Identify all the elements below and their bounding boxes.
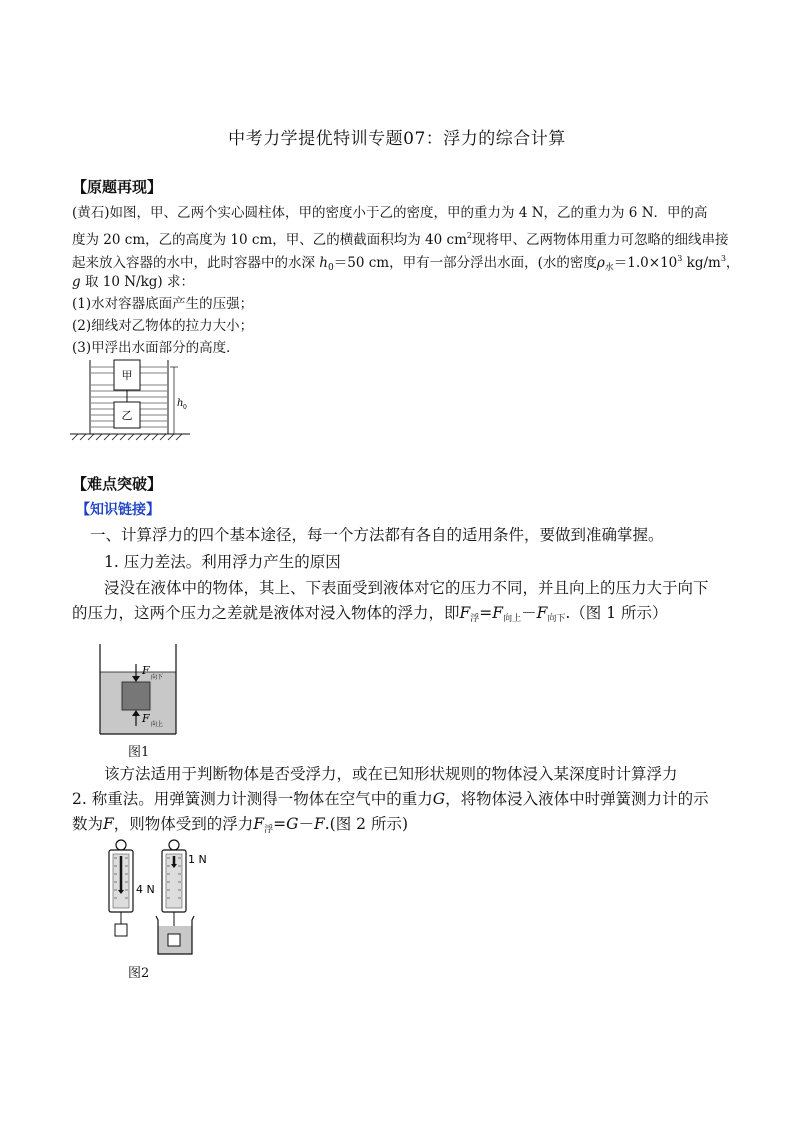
variable-h: h [319,255,328,271]
question-1: (1)水对容器底面产生的压强； [72,296,254,312]
subscript: 浮 [470,614,480,624]
reading-left: 4 N [136,883,155,896]
variable-G: G [286,815,299,833]
figure-1-caption: 图1 [128,745,150,760]
subscript: 向上 [503,614,522,624]
superscript: 3 [720,254,726,263]
variable-F: F [313,815,325,833]
label-h: h [177,398,184,409]
section-heading-original-problem: 【原题再现】 [72,178,163,196]
label-f-down: F [142,664,150,677]
subscript: 向下 [547,614,566,624]
body-text: ，则物体受到的浮力 [113,815,254,833]
problem-text: ＝50 cm，甲有一部分浮出水面，(水的密度 [333,255,597,271]
subscript: 浮 [264,825,274,835]
variable-F: F [459,604,471,622]
problem-text: ＝1.0×10 [613,255,678,271]
label-yi: 乙 [121,409,133,422]
figure-2-caption: 图2 [128,966,150,981]
problem-line-4 [72,272,194,292]
problem-text: (黄石)如图，甲、乙两个实心圆柱体，甲的密度小于乙的密度，甲的重力为 4 N，乙的重力为 6 N．甲的高 [72,205,708,221]
method-1-line-2 [72,601,668,631]
method-1-heading: 1. 压力差法。利用浮力产生的原因 [104,553,341,571]
variable-G: G [432,790,446,808]
label-jia: 甲 [121,369,133,382]
label-f-up: F [142,712,150,725]
variable-F: F [536,604,548,622]
figure-2-spring-scale [100,838,230,960]
reading-right: 1 N [188,853,207,866]
spring-scale-left [109,840,133,936]
body-text: ，将物体浸入液体中时弹簧测力计的示 [445,790,709,808]
label-up: 向上 [151,721,164,728]
problem-text: 度为 20 cm，乙的高度为 10 cm，甲、乙的横截面积均为 40 cm [72,232,467,248]
section-heading-difficulty: 【难点突破】 [72,475,163,493]
operator: = [273,815,287,833]
method-1-note: 该方法适用于判断物体是否受浮力，或在已知形状规则的物体浸入某深度时计算浮力 [104,765,678,783]
subscript: 0 [328,263,334,273]
container-figure [68,356,198,442]
body-text: 的压力，这两个压力之差就是液体对浸入物体的浮力，即 [72,604,460,622]
question-3: (3)甲浮出水面部分的高度． [72,340,240,356]
variable-F: F [103,815,114,833]
question-2: (2)细线对乙物体的拉力大小； [72,318,254,334]
problem-text: kg/m [682,255,721,271]
problem-text: ， [725,255,740,271]
submerged-cube [122,682,150,710]
subscript: 水 [604,263,614,273]
body-text: .（图 1 所示） [565,604,668,622]
method-2-line-1 [72,787,709,811]
problem-line-1 [72,203,708,223]
problem-text: 起来放入容器的水中，此时容器中的水深 [72,255,320,271]
variable-g: g [72,274,81,290]
problem-text: 取 10 N/kg) 求： [80,274,194,290]
variable-F: F [253,815,265,833]
superscript: 3 [677,254,683,263]
label-h-sub: 0 [183,404,187,411]
method-intro: 一、计算浮力的四个基本途径，每一个方法都有各自的适用条件，要做到准确掌握。 [90,526,664,544]
figure-1-pressure-difference [96,642,186,738]
knowledge-link-tag: 【知识链接】 [76,502,160,518]
problem-line-2 [72,226,728,250]
operator: － [521,604,537,622]
operator: = [479,604,493,622]
label-down: 向下 [151,674,164,681]
body-text: 数为 [72,815,104,833]
body-text: .(图 2 所示) [324,815,408,833]
weight-block-left [115,924,127,936]
variable-F: F [492,604,504,622]
body-text: 2. 称重法。用弹簧测力计测得一物体在空气中的重力 [72,790,433,808]
variable-rho: ρ [596,255,605,271]
page-title: 中考力学提优特训专题07：浮力的综合计算 [228,129,566,149]
problem-text: 现将甲、乙两物体用重力可忽略的细线串接 [471,232,729,248]
weight-block-right [168,934,180,946]
method-1-line-1: 浸没在液体中的物体，其上、下表面受到液体对它的压力不同，并且向上的压力大于向下 [104,579,709,597]
operator: － [298,815,314,833]
superscript: 2 [466,231,472,240]
